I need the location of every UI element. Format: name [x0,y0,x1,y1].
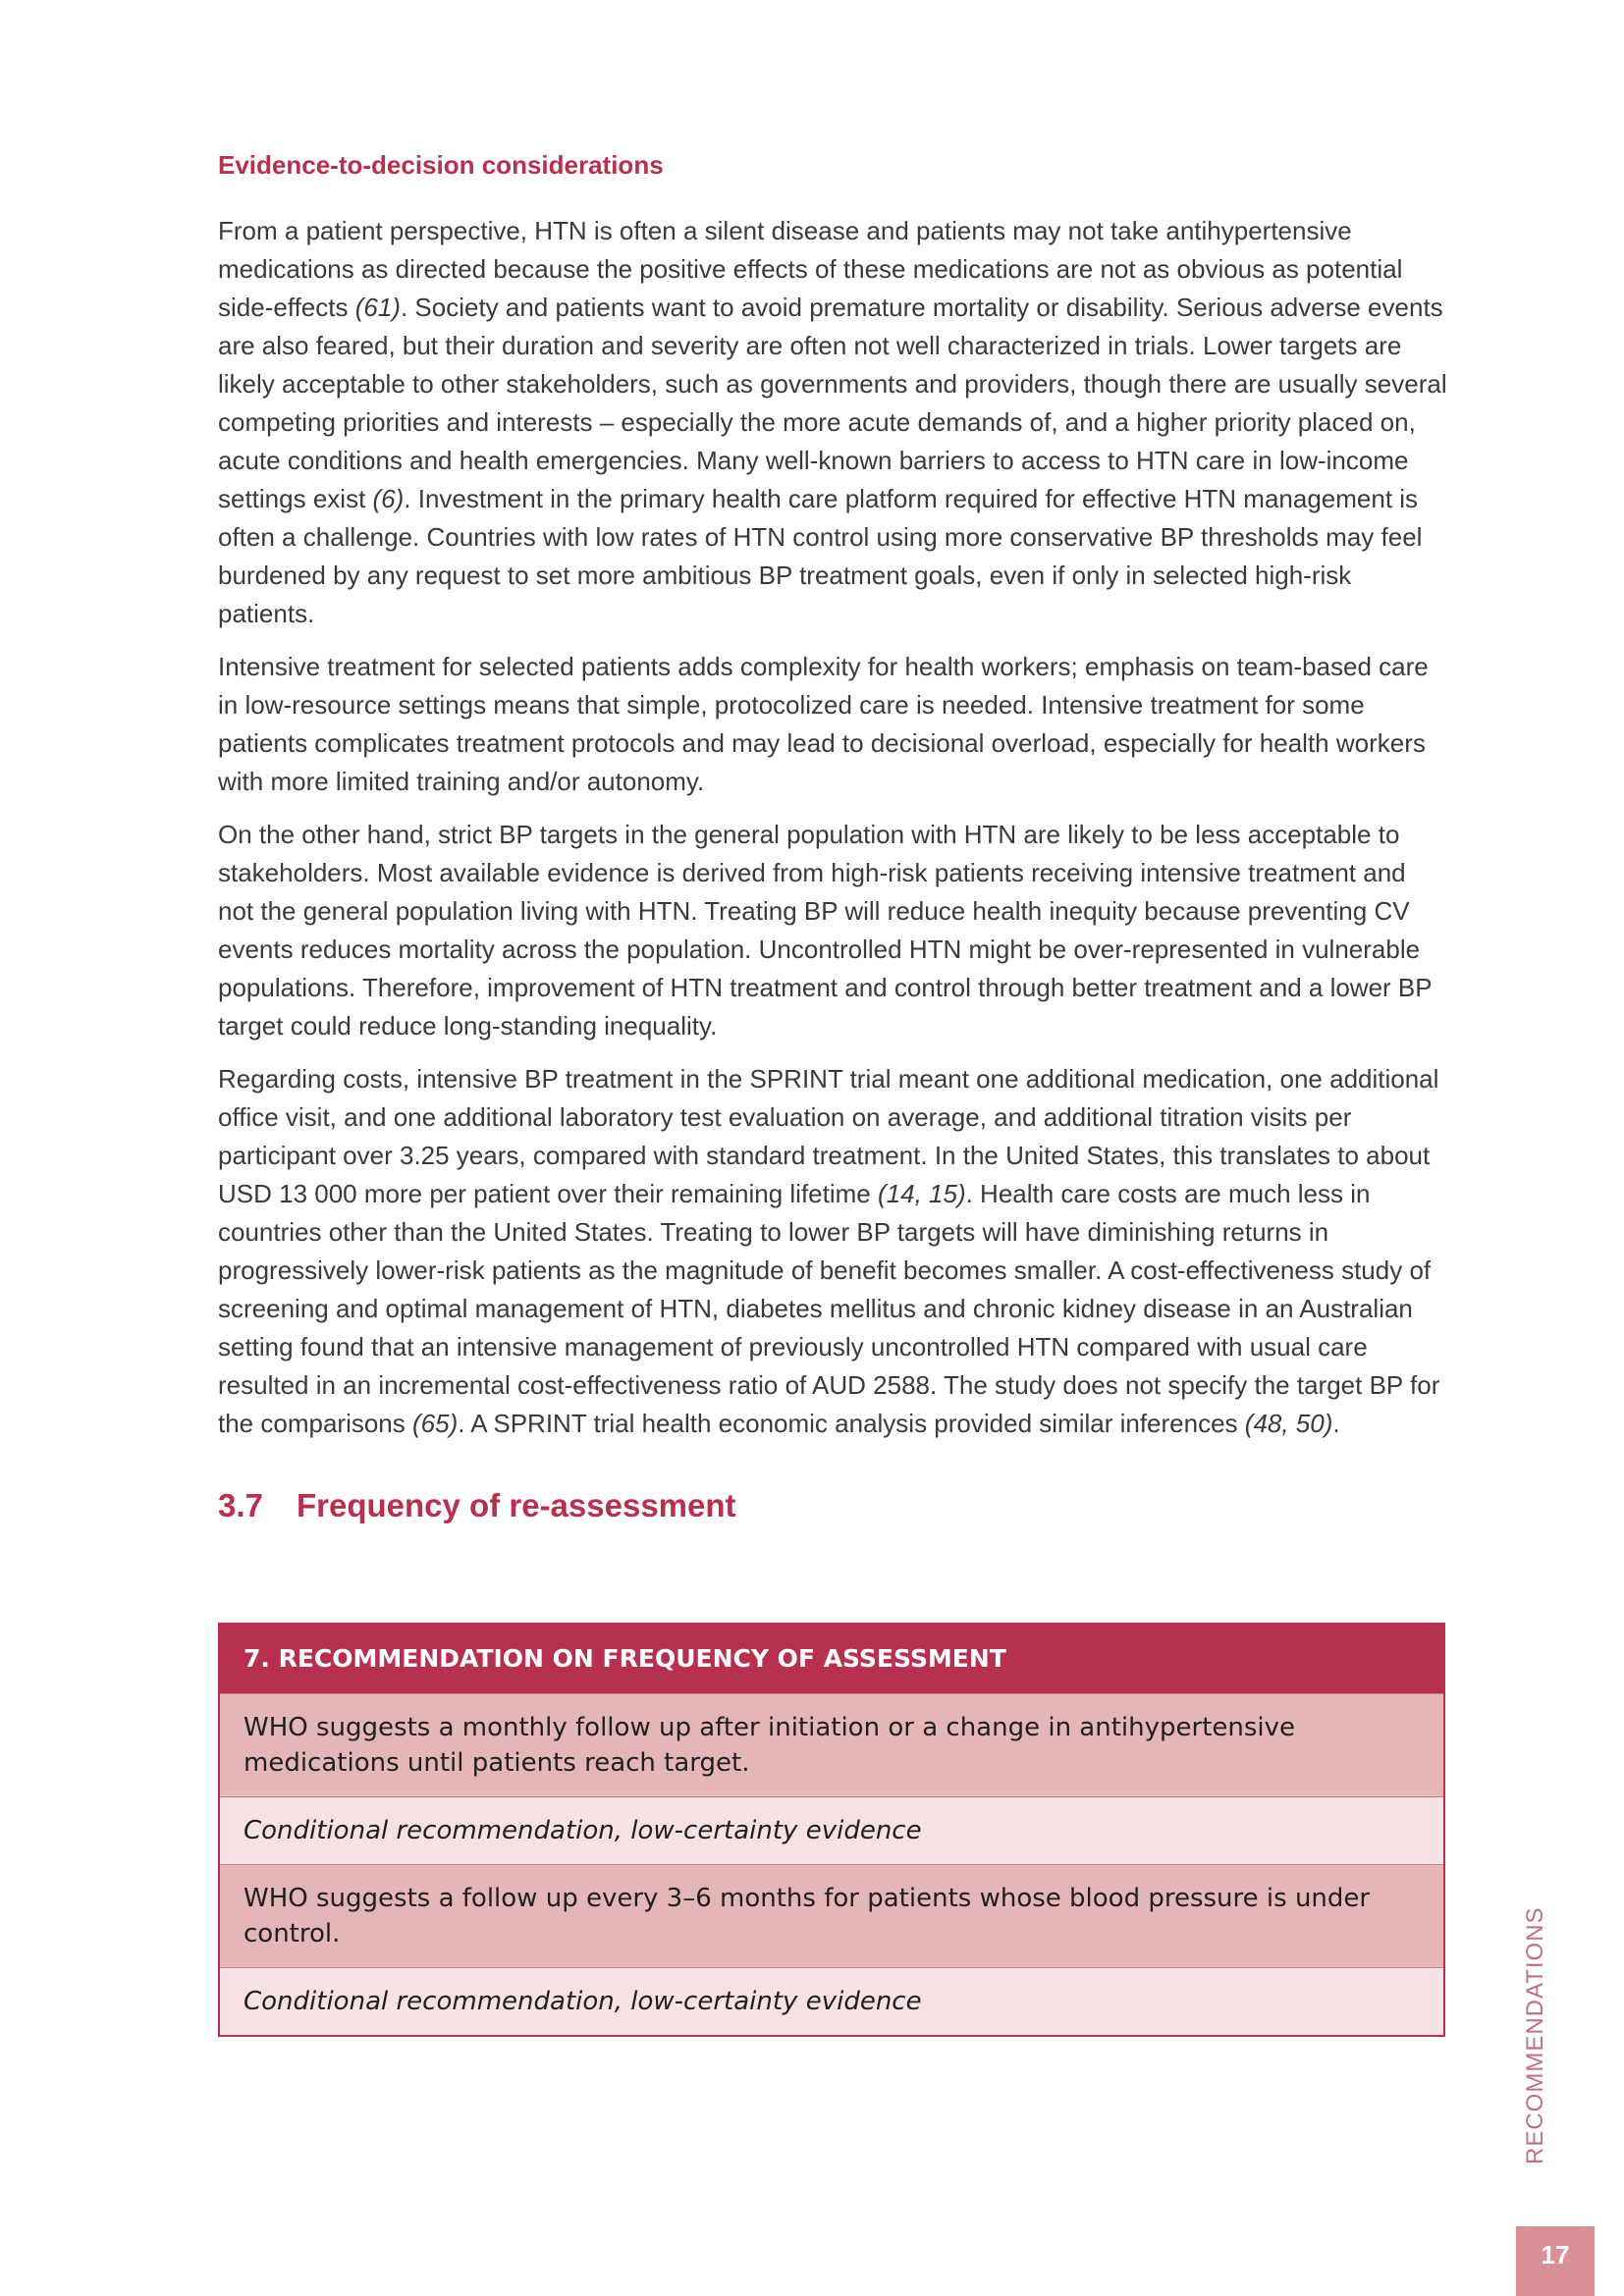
paragraph-text: . Society and patients want to avoid premature mortality or disability. Serious adverse events are also feared, but their duration and severity are often not well characterized in trials. Lower targets are likely acceptable to other stakeholders, such as governments and providers, though there are usually several competing priorities and interests – especially the more acute demands of, and a higher priority placed on, acute conditions and health emergencies. Many well-known barriers to access to HTN care in low-income settings exist [218,293,1447,513]
evidence-paragraph [218,648,1447,801]
recommendation-statement-1: WHO suggests a monthly follow up after initiation or a change in antihypertensive medications until patients reach target. [220,1693,1443,1796]
section-heading [218,1484,1447,1527]
recommendation-box [218,1623,1445,2037]
recommendation-header: 7. RECOMMENDATION ON FREQUENCY OF ASSESSMENT [220,1625,1443,1693]
side-section-label: RECOMMENDATIONS [1522,1906,1548,2164]
citation-reference: (61) [354,293,401,322]
recommendation-statement-2: WHO suggests a follow up every 3–6 months for patients whose blood pressure is under control. [220,1864,1443,1967]
page-number: 17 [1516,2226,1595,2296]
paragraph-text: Intensive treatment for selected patients adds complexity for health workers; emphasis on team-based care in low-resource settings means that simple, protocolized care is needed. Intensive treatment for some patients complicates treatment protocols and may lead to decisional overload, especially for health workers with more limited training and/or autonomy. [218,652,1429,796]
citation-reference: (65) [411,1409,459,1438]
evidence-paragraph [218,212,1447,633]
evidence-paragraph [218,1060,1447,1443]
recommendation-strength-1: Conditional recommendation, low-certainty evidence [220,1796,1443,1864]
paragraph-text: Regarding costs, intensive BP treatment in the SPRINT trial meant one additional medication, one additional office visit, and one additional laboratory test evaluation on average, and additional titration visits per participant over 3.25 years, compared with standard treatment. In the United States, this translates to about USD 13 000 more per patient over their remaining lifetime [218,1064,1439,1208]
citation-reference: (48, 50) [1244,1409,1333,1438]
paragraph-text: . Health care costs are much less in countries other than the United States. Treating to lower BP targets will have diminishing returns in progressively lower-risk patients as the magnitude of benefit becomes smaller. A cost-effectiveness study of screening and optimal management of HTN, diabetes mellitus and chronic kidney disease in an Australian setting found that an intensive management of previously uncontrolled HTN compared with usual care resulted in an incremental cost-effectiveness ratio of AUD 2588. The study does not specify the target BP for the comparisons [218,1179,1440,1438]
evidence-heading: Evidence-to-decision considerations [218,150,664,180]
citation-reference: (6) [372,484,405,513]
section-title: Frequency of re-assessment [297,1487,736,1523]
paragraph-text: . Investment in the primary health care platform required for effective HTN management is often a challenge. Countries with low rates of HTN control using more conservative BP thresholds may feel burdened by any request to set more ambitious BP treatment goals, even if only in selected high-risk patients. [218,484,1423,628]
paragraph-text: . [1332,1409,1340,1438]
paragraph-text: . A SPRINT trial health economic analysis provided similar inferences [458,1409,1245,1438]
recommendation-strength-2: Conditional recommendation, low-certainty evidence [220,1967,1443,2035]
main-content [218,147,1447,1527]
evidence-paragraphs [218,212,1447,1443]
paragraph-text: From a patient perspective, HTN is often a silent disease and patients may not take antihypertensive medications as directed because the positive effects of these medications are not as obvious as potential side-effects [218,216,1403,322]
paragraph-text: On the other hand, strict BP targets in the general population with HTN are likely to be less acceptable to stakeholders. Most available evidence is derived from high-risk patients receiving intensive treatment and not the general population living with HTN. Treating BP will reduce health inequity because preventing CV events reduces mortality across the population. Uncontrolled HTN might be over-represented in vulnerable populations. Therefore, improvement of HTN treatment and control through better treatment and a lower BP target could reduce long-standing inequality. [218,820,1433,1041]
citation-reference: (14, 15) [878,1179,966,1208]
section-number: 3.7 [218,1487,263,1523]
evidence-paragraph [218,816,1447,1045]
